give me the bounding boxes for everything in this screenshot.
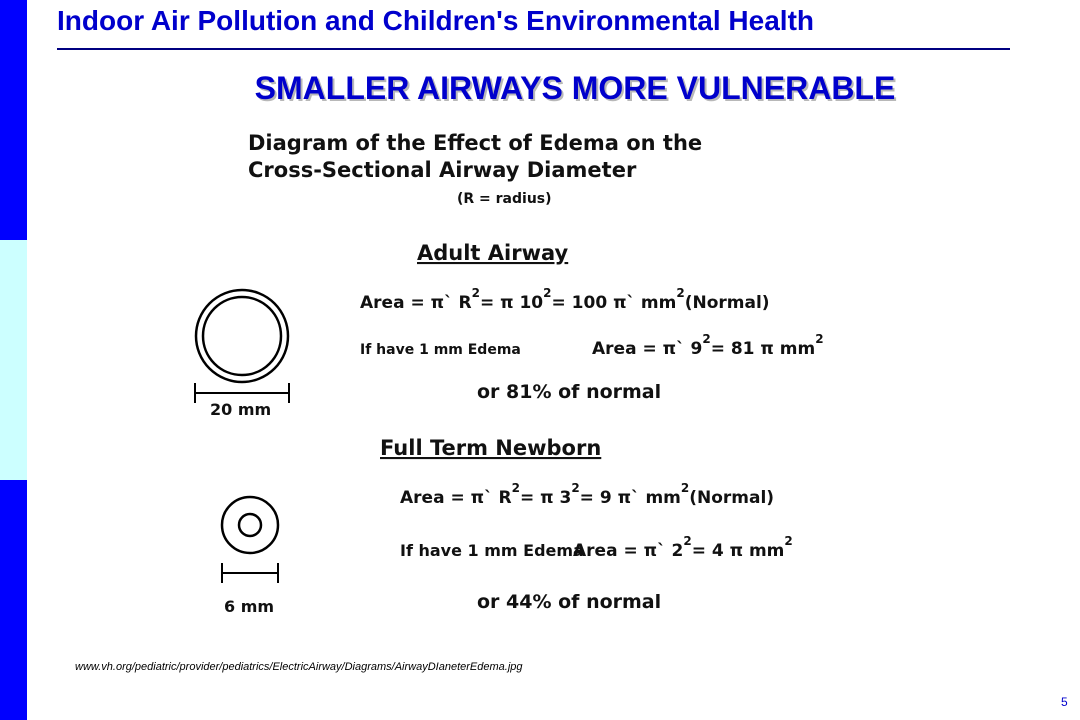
superscript: 2	[680, 481, 690, 495]
adult-diameter-label: 20 mm	[210, 400, 272, 419]
superscript: 2	[784, 534, 793, 548]
newborn-diameter-label: 6 mm	[224, 597, 275, 616]
newborn-airway-heading: Full Term Newborn	[380, 436, 602, 460]
adult-normal-note: (Normal)	[684, 293, 770, 313]
superscript: 2	[702, 332, 711, 346]
radius-legend: (R = radius)	[457, 191, 552, 207]
superscript: 2	[683, 534, 692, 548]
adult-percent-normal: or 81% of normal	[477, 381, 662, 403]
newborn-normal-note: (Normal)	[689, 488, 775, 508]
superscript: 2	[543, 286, 552, 300]
newborn-percent-normal: or 44% of normal	[477, 591, 662, 613]
adult-area-result: = 100 π` mm	[551, 293, 677, 313]
adult-area-formula	[360, 286, 770, 313]
newborn-area-mid: = π 3	[519, 488, 572, 508]
newborn-airway-outer-circle	[222, 497, 278, 553]
adult-edema-area-prefix: Area = π` 9	[592, 339, 703, 359]
newborn-airway-inner-circle	[239, 514, 261, 536]
adult-airway-heading: Adult Airway	[417, 241, 569, 265]
newborn-edema-area	[573, 534, 793, 561]
slide-title: SMALLER AIRWAYS MORE VULNERABLE	[254, 70, 896, 106]
newborn-edema-label: If have 1 mm Edema	[400, 541, 584, 560]
adult-area-prefix: Area = π` R	[360, 293, 472, 313]
diagram-heading-line-1: Diagram of the Effect of Edema on the	[248, 131, 703, 155]
adult-edema-label: If have 1 mm Edema	[360, 342, 521, 358]
adult-airway-outer-circle	[196, 290, 288, 382]
header-divider	[57, 48, 1010, 50]
header-title: Indoor Air Pollution and Children's Environmental Health	[57, 5, 814, 36]
newborn-area-prefix: Area = π` R	[400, 488, 512, 508]
newborn-area-formula	[400, 481, 774, 508]
superscript: 2	[511, 481, 520, 495]
sidebar-segment-middle	[0, 240, 27, 480]
newborn-area-result: = 9 π` mm	[579, 488, 681, 508]
adult-edema-area	[592, 332, 824, 359]
image-source-credit: www.vh.org/pediatric/provider/pediatrics/ElectricAirway/Diagrams/AirwayDIaneterEdema.jpg	[75, 661, 523, 673]
superscript: 2	[676, 286, 685, 300]
sidebar-accent	[0, 0, 27, 720]
page-number: 5	[1061, 695, 1068, 709]
superscript: 2	[471, 286, 480, 300]
adult-area-mid: = π 10	[479, 293, 544, 313]
superscript: 2	[815, 332, 824, 346]
newborn-edema-area-prefix: Area = π` 2	[573, 541, 684, 561]
diagram-heading-line-2: Cross-Sectional Airway Diameter	[248, 158, 637, 182]
sidebar-segment-top	[0, 0, 27, 240]
edema-airway-diagram	[190, 125, 860, 620]
adult-airway-inner-circle	[203, 297, 281, 375]
adult-edema-area-result: = 81 π mm	[710, 339, 816, 359]
superscript: 2	[571, 481, 580, 495]
sidebar-segment-bottom	[0, 480, 27, 720]
newborn-edema-area-result: = 4 π mm	[691, 541, 785, 561]
